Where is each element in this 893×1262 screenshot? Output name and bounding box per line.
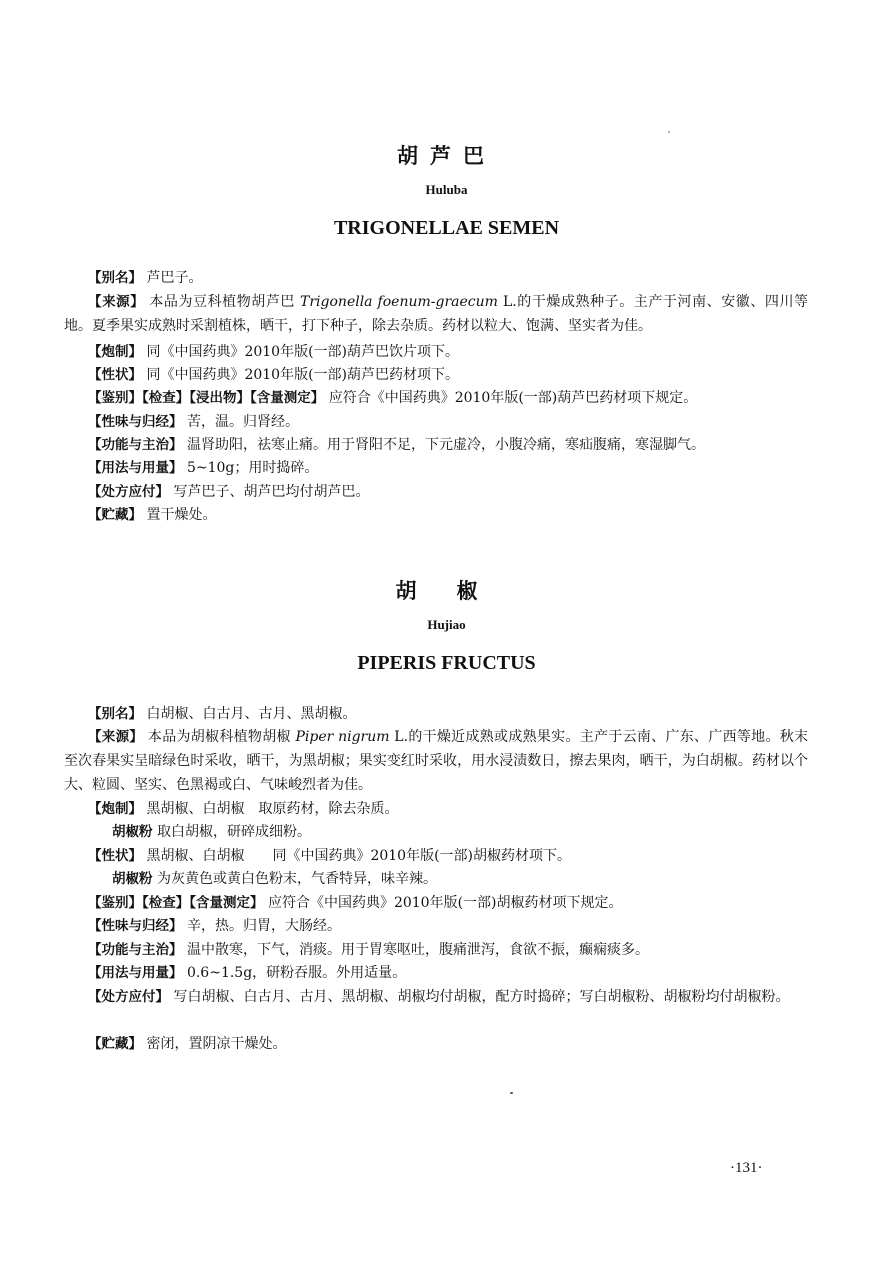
entry-item-taste-meridian	[88, 914, 808, 938]
item-label: 【用法与用量】	[88, 460, 183, 476]
item-label: 【处方应付】	[88, 484, 169, 500]
entry-item-prescription	[88, 480, 808, 504]
item-label: 【功能与主治】	[88, 437, 183, 453]
entry-subitem-pepper-powder	[112, 867, 808, 891]
entry-item-processing	[88, 340, 808, 364]
entry-item-function	[88, 938, 808, 962]
item-label: 【处方应付】	[88, 989, 169, 1005]
entry-title-chinese: 胡芦巴	[397, 144, 496, 168]
item-text: 本品为胡椒科植物胡椒	[147, 729, 291, 745]
item-label: 【鉴别】【检查】【浸出物】【含量测定】	[88, 390, 325, 406]
item-text: 应符合《中国药典》2010年版(一部)胡椒药材项下规定。	[267, 895, 623, 911]
item-text: L.的干燥成熟种子。主产于河南、安徽、四川等地。夏季果实成熟时采割植株，晒干，打下种子，除去杂质。药材以粒大、饱满、坚实者为佳。	[64, 294, 809, 334]
item-label: 【别名】	[88, 706, 142, 722]
item-text: 同《中国药典》2010年版(一部)葫芦巴药材项下。	[146, 367, 460, 383]
entry-title-latin: PIPERIS FRUCTUS	[357, 652, 536, 674]
item-label: 【性状】	[88, 367, 142, 383]
entry-item-prescription	[64, 985, 808, 1009]
item-text: 写芦巴子、胡芦巴均付胡芦巴。	[173, 484, 370, 500]
entry-item-processing	[88, 797, 808, 821]
entry-item-taste-meridian	[88, 410, 808, 434]
item-text: 同《中国药典》2010年版(一部)葫芦巴饮片项下。	[146, 344, 460, 360]
entry-item-storage	[88, 503, 808, 527]
page-number: ·131·	[730, 1160, 763, 1176]
item-label: 【来源】	[88, 294, 145, 310]
species-name: Piper nigrum	[295, 729, 390, 745]
item-text: 苦，温。归肾经。	[186, 414, 299, 430]
entry-item-dosage	[88, 961, 808, 985]
item-label: 【来源】	[88, 729, 144, 745]
entry-item-description	[88, 844, 808, 868]
entry-title-chinese: 胡椒	[395, 579, 518, 603]
item-label: 胡椒粉	[112, 871, 153, 887]
item-label: 【鉴别】【检查】【含量测定】	[88, 895, 264, 911]
entry-item-storage	[88, 1032, 808, 1056]
entry-item-alias	[88, 266, 808, 290]
item-label: 【别名】	[88, 270, 142, 286]
item-text: 密闭，置阴凉干燥处。	[146, 1036, 287, 1052]
item-text: 取白胡椒，研碎成细粉。	[156, 824, 311, 840]
entry-item-source	[64, 290, 808, 338]
item-label: 胡椒粉	[112, 824, 153, 840]
item-label: 【性味与归经】	[88, 414, 183, 430]
entry-item-identification	[88, 386, 808, 410]
item-label: 【性状】	[88, 848, 142, 864]
item-text: 5~10g；用时捣碎。	[186, 460, 319, 476]
item-text: 为灰黄色或黄白色粉末，气香特异，味辛辣。	[156, 871, 437, 887]
species-name: Trigonella foenum-graecum	[300, 294, 498, 310]
item-label: 【炮制】	[88, 344, 142, 360]
item-text: 写白胡椒、白古月、古月、黑胡椒、胡椒均付胡椒，配方时捣碎；写白胡椒粉、胡椒粉均付胡椒粉。	[173, 989, 790, 1005]
entry-item-source	[64, 725, 808, 797]
item-label: 【性味与归经】	[88, 918, 183, 934]
entry-item-function	[88, 433, 808, 457]
item-text: 温中散寒，下气，消痰。用于胃寒呕吐，腹痛泄泻，食欲不振，癫痫痰多。	[186, 942, 649, 958]
entry-subitem-pepper-powder	[112, 820, 808, 844]
item-text: 辛，热。归胃，大肠经。	[186, 918, 341, 934]
entry-item-description	[88, 363, 808, 387]
item-text: 黑胡椒、白胡椒 同《中国药典》2010年版(一部)胡椒药材项下。	[146, 848, 572, 864]
item-label: 【炮制】	[88, 801, 142, 817]
item-label: 【贮藏】	[88, 507, 142, 523]
scan-speck	[510, 1092, 513, 1094]
item-text: 本品为豆科植物胡芦巴	[149, 294, 295, 310]
item-text: 芦巴子。	[146, 270, 203, 286]
item-text: 温肾助阳，祛寒止痛。用于肾阳不足，下元虚冷，小腹冷痛，寒疝腹痛，寒湿脚气。	[186, 437, 705, 453]
item-text: 应符合《中国药典》2010年版(一部)葫芦巴药材项下规定。	[328, 390, 698, 406]
entry-title-pinyin: Huluba	[425, 182, 468, 197]
scan-speck	[668, 131, 670, 133]
item-label: 【功能与主治】	[88, 942, 183, 958]
item-label: 【用法与用量】	[88, 965, 183, 981]
entry-title-latin: TRIGONELLAE SEMEN	[333, 217, 560, 239]
item-text: 白胡椒、白古月、古月、黑胡椒。	[146, 706, 357, 722]
entry-item-identification	[88, 891, 808, 915]
entry-item-dosage	[88, 456, 808, 480]
item-label: 【贮藏】	[88, 1036, 142, 1052]
item-text: 黑胡椒、白胡椒 取原药材，除去杂质。	[146, 801, 399, 817]
entry-item-alias	[88, 702, 808, 726]
item-text: L.的干燥近成熟或成熟果实。主产于云南、广东、广西等地。秋末至次春果实呈暗绿色时采收，晒干，为黑胡椒；果实变红时采收，用水浸渍数日，擦去果肉，晒干，为白胡椒。药材以个大、粒圆、坚实、色黑褐或白、气味峻烈者为佳。	[64, 729, 809, 793]
entry-title-pinyin: Hujiao	[427, 617, 466, 632]
item-text: 置干燥处。	[146, 507, 217, 523]
item-text: 0.6~1.5g，研粉吞服。外用适量。	[186, 965, 407, 981]
